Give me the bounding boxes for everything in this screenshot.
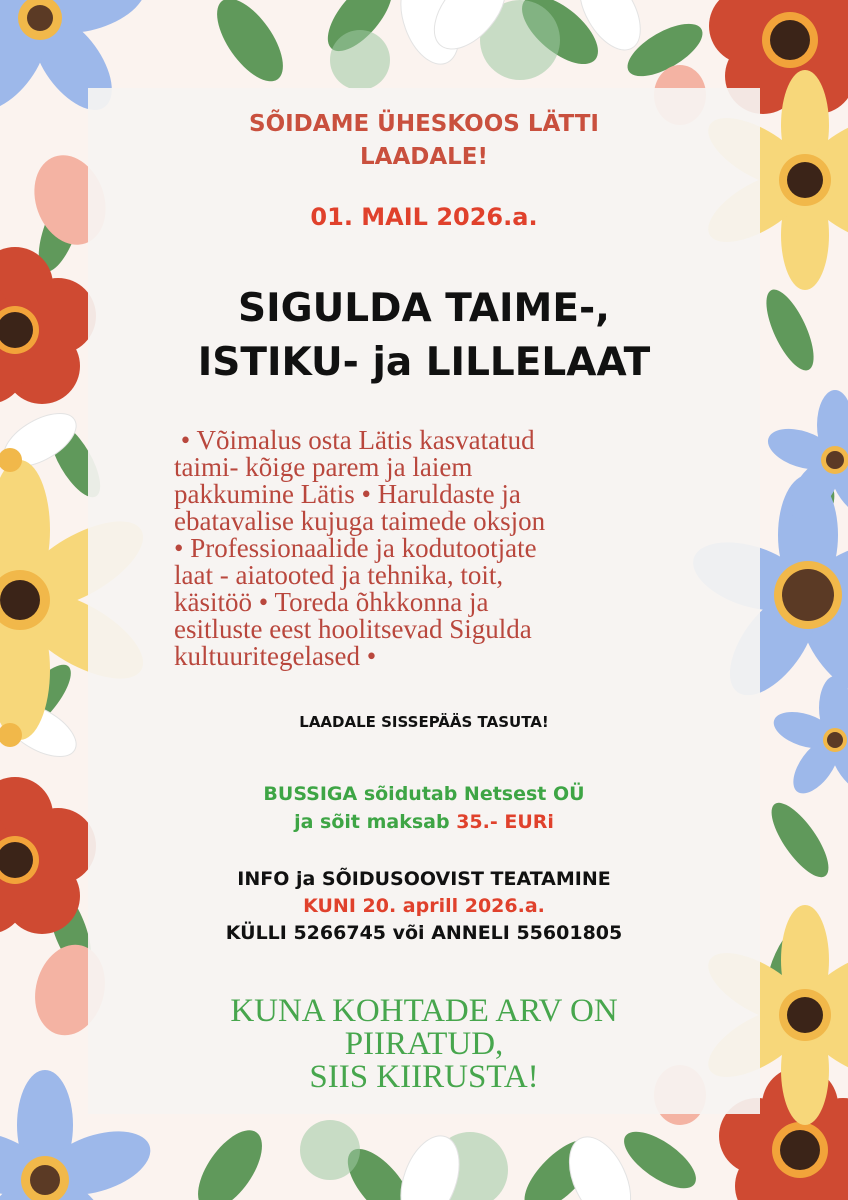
bus-price-line bbox=[0, 808, 848, 836]
bus-info bbox=[0, 780, 848, 836]
registration-heading: INFO ja SÕIDUSOOVIST TEATAMINE bbox=[237, 868, 611, 890]
description-line: • Professionaalide ja kodutootjate bbox=[174, 533, 537, 563]
description-line: käsitöö • Toreda õhkkonna ja bbox=[174, 587, 489, 617]
bus-price: 35.- EURi bbox=[456, 811, 554, 833]
closing-line1: KUNA KOHTADE ARV ON bbox=[230, 993, 618, 1029]
description-line: laat - aiatooted ja tehnika, toit, bbox=[174, 560, 504, 590]
free-entry-notice: LAADALE SISSEPÄÄS TASUTA! bbox=[299, 713, 549, 731]
description-line: esitluste eest hoolitsevad Sigulda bbox=[174, 614, 532, 644]
registration-deadline: KUNI 20. aprill 2026.a. bbox=[303, 895, 545, 917]
description-line: pakkumine Lätis • Haruldaste ja bbox=[174, 479, 521, 509]
registration-info bbox=[0, 866, 848, 947]
contact-numbers: KÜLLI 5266745 või ANNELI 55601805 bbox=[225, 922, 623, 944]
description-line: • Võimalus osta Lätis kasvatatud bbox=[174, 425, 535, 455]
bus-operator: BUSSIGA sõidutab Netsest OÜ bbox=[263, 783, 585, 805]
trip-heading-line1: SÕIDAME ÜHESKOOS LÄTTI bbox=[249, 111, 599, 137]
event-description bbox=[174, 427, 694, 670]
bus-price-prefix: ja sõit maksab bbox=[294, 811, 457, 833]
trip-heading-line2: LAADALE! bbox=[359, 144, 488, 170]
event-title bbox=[0, 282, 848, 390]
event-title-line2: ISTIKU- ja LILLELAAT bbox=[197, 340, 651, 385]
description-line: ebatavalise kujuga taimede oksjon bbox=[174, 506, 546, 536]
closing-line2: PIIRATUD, bbox=[344, 1026, 504, 1062]
event-date: 01. MAIL 2026.a. bbox=[310, 203, 538, 231]
trip-heading bbox=[0, 108, 848, 174]
description-line: taimi- kõige parem ja laiem bbox=[174, 452, 473, 482]
closing-line3: SIIS KIIRUSTA! bbox=[309, 1059, 539, 1095]
closing-message bbox=[0, 995, 848, 1094]
event-title-line1: SIGULDA TAIME-, bbox=[238, 286, 610, 331]
description-line: kultuuritegelased • bbox=[174, 641, 377, 671]
